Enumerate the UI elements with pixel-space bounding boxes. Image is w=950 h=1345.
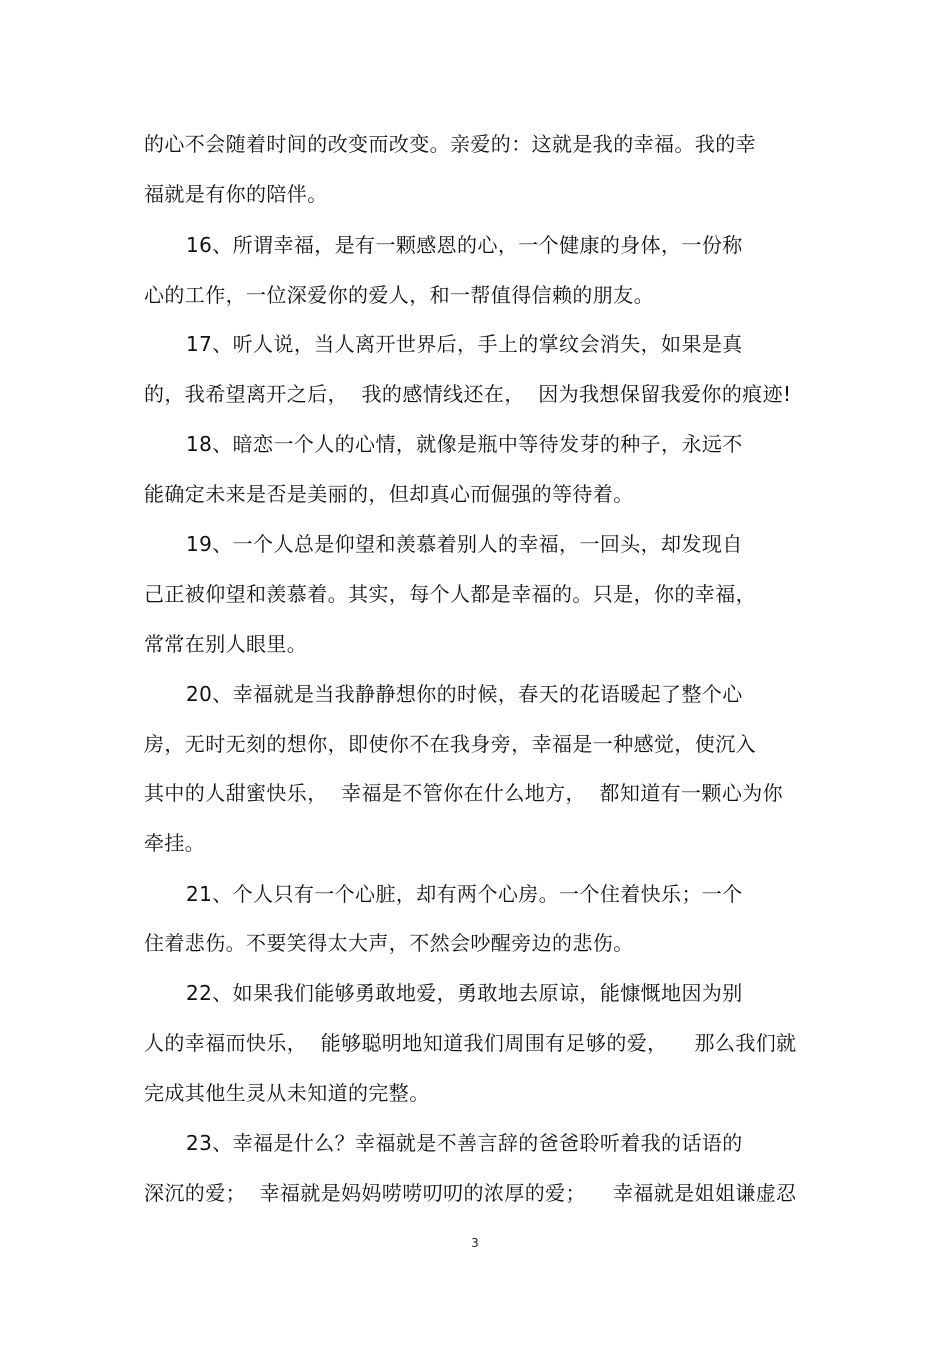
- text-line: 22、如果我们能够勇敢地爱，勇敢地去原谅，能慷慨地因为别: [186, 981, 743, 1005]
- text-line: 己正被仰望和羡慕着。其实，每个人都是幸福的。只是，你的幸福，: [144, 582, 756, 606]
- text-line: 心的工作，一位深爱你的爱人，和一帮值得信赖的朋友。: [144, 283, 654, 307]
- text-line: 常常在别人眼里。: [144, 632, 308, 656]
- text-line: 牵挂。: [144, 831, 206, 855]
- text-line: 16、所谓幸福，是有一颗感恩的心，一个健康的身体，一份称: [186, 233, 743, 257]
- text-line: 福就是有你的陪伴。: [144, 182, 328, 206]
- text-line: 住着悲伤。不要笑得太大声，不然会吵醒旁边的悲伤。: [144, 931, 634, 955]
- text-line: 21、个人只有一个心脏，却有两个心房。一个住着快乐；一个: [186, 882, 743, 906]
- text-line: 房，无时无刻的想你，即使你不在我身旁，幸福是一种感觉，使沉入: [144, 732, 756, 756]
- text-line: 人的幸福而快乐， 能够聪明地知道我们周围有足够的爱， 那么我们就: [144, 1031, 797, 1055]
- text-line: 完成其他生灵从未知道的完整。: [144, 1081, 430, 1105]
- text-line: 深沉的爱； 幸福就是妈妈唠唠叨叨的浓厚的爱； 幸福就是姐姐谦虚忍: [144, 1181, 797, 1205]
- text-line: 的心不会随着时间的改变而改变。亲爱的：这就是我的幸福。我的幸: [144, 132, 756, 156]
- text-line: 23、幸福是什么？幸福就是不善言辞的爸爸聆听着我的话语的: [186, 1131, 743, 1155]
- text-line: 19、一个人总是仰望和羡慕着别人的幸福，一回头，却发现自: [186, 532, 743, 556]
- text-line: 能确定未来是否是美丽的，但却真心而倔强的等待着。: [144, 482, 634, 506]
- page-number: 3: [471, 1236, 479, 1250]
- text-line: 其中的人甜蜜快乐， 幸福是不管你在什么地方， 都知道有一颗心为你: [144, 781, 784, 805]
- text-line: 18、暗恋一个人的心情，就像是瓶中等待发芽的种子，永远不: [186, 432, 743, 456]
- text-line: 17、听人说，当人离开世界后，手上的掌纹会消失，如果是真: [186, 332, 743, 356]
- text-line: 的，我希望离开之后， 我的感情线还在， 因为我想保留我爱你的痕迹!: [144, 382, 792, 406]
- text-line: 20、幸福就是当我静静想你的时候，春天的花语暖起了整个心: [186, 682, 743, 706]
